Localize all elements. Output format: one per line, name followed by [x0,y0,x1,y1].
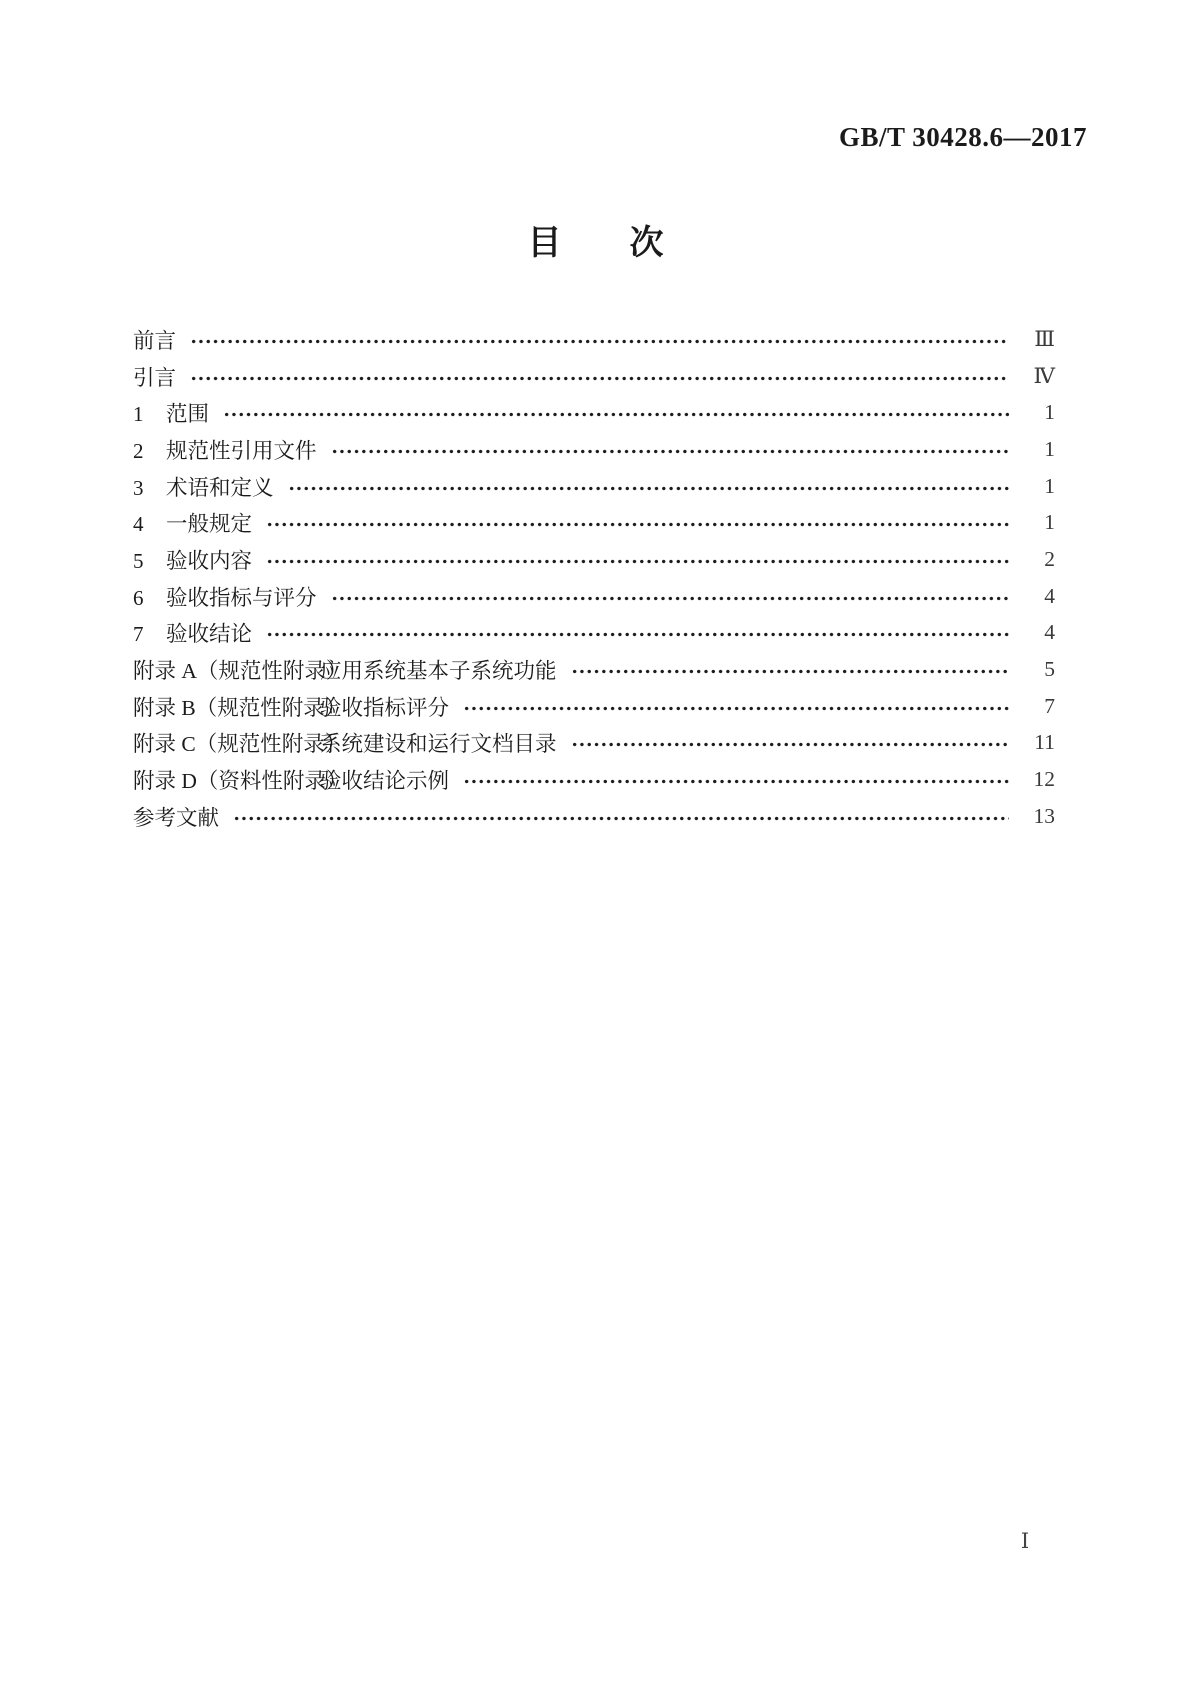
toc-entry [133,468,1055,505]
page-title-text: 目次 [527,224,732,262]
toc-entry-page: 12 [1033,767,1055,792]
toc-entry-page: Ⅲ [1034,326,1055,351]
toc-entry-number: 7 [133,622,144,647]
toc-entry-page: 11 [1034,730,1055,755]
toc-entry-label: 参考文献 [133,805,220,830]
dot-leader [331,596,1009,601]
standard-number: GB/T 30428.6—2017 [838,122,1087,152]
toc-entry-prefix: 附录 D（资料性附录） [133,769,348,794]
dot-leader [266,632,1009,637]
toc-entry [133,431,1055,468]
toc-entry-page: 13 [1033,803,1055,828]
toc-entry [133,541,1055,578]
toc-entry-label: 验收结论示例 [320,769,450,794]
dot-leader [331,449,1009,454]
toc-entry [133,358,1055,395]
toc-entry-number: 6 [133,585,144,610]
toc-entry [133,321,1055,358]
dot-leader [266,559,1009,564]
toc-entry-label: 术语和定义 [166,475,274,500]
toc-entry-prefix: 附录 B（规范性附录） [133,695,347,720]
dot-leader [288,486,1009,491]
toc-entry-number: 3 [133,475,144,500]
toc-entry [133,394,1055,431]
toc-entry-page: 1 [1044,473,1055,498]
toc-entry-prefix: 附录 C（规范性附录） [133,732,347,757]
toc-entry-page: Ⅳ [1033,363,1055,388]
footer-page-number: Ⅰ [1020,1529,1030,1553]
dot-leader [266,522,1009,527]
dot-leader [190,339,1009,344]
dot-leader [463,706,1009,711]
toc-entry-label: 验收指标与评分 [166,585,317,610]
toc-entry [133,578,1055,615]
toc-entry-number: 1 [133,402,144,427]
toc-entry-label: 系统建设和运行文档目录 [320,732,557,757]
dot-leader [223,412,1009,417]
toc-entry-page: 7 [1044,693,1055,718]
toc-entry-label: 一般规定 [166,512,253,537]
toc-entry-number: 4 [133,512,144,537]
toc-entry [133,798,1055,835]
toc-entry-number: 2 [133,438,144,463]
dot-leader [233,816,1009,821]
toc-entry-page: 4 [1044,583,1055,608]
toc-entry-label: 引言 [133,365,177,390]
dot-leader [571,669,1009,674]
dot-leader [190,376,1009,381]
toc-entry-page: 5 [1044,657,1055,682]
toc-entry-number: 5 [133,548,144,573]
toc-entry [133,615,1055,652]
toc-entry-page: 2 [1044,546,1055,571]
toc-entry-label: 验收结论 [166,622,253,647]
toc-entry-label: 范围 [166,402,210,427]
toc-entry [133,651,1055,688]
toc-entry [133,761,1055,798]
toc-entry [133,504,1055,541]
dot-leader [463,779,1009,784]
toc-entry-label: 验收内容 [166,548,253,573]
page-title [0,224,1191,262]
toc-entry-label: 应用系统基本子系统功能 [320,659,557,684]
toc-entry-page: 1 [1044,400,1055,425]
toc-entry [133,688,1055,725]
toc-entry-prefix: 附录 A（规范性附录） [133,659,348,684]
toc-entry-page: 4 [1044,620,1055,645]
toc-entry-label: 验收指标评分 [320,695,450,720]
table-of-contents [133,321,1055,835]
dot-leader [571,742,1009,747]
toc-entry-label: 规范性引用文件 [166,438,317,463]
toc-entry [133,725,1055,762]
toc-entry-page: 1 [1044,510,1055,535]
toc-entry-page: 1 [1044,436,1055,461]
toc-entry-label: 前言 [133,328,177,353]
